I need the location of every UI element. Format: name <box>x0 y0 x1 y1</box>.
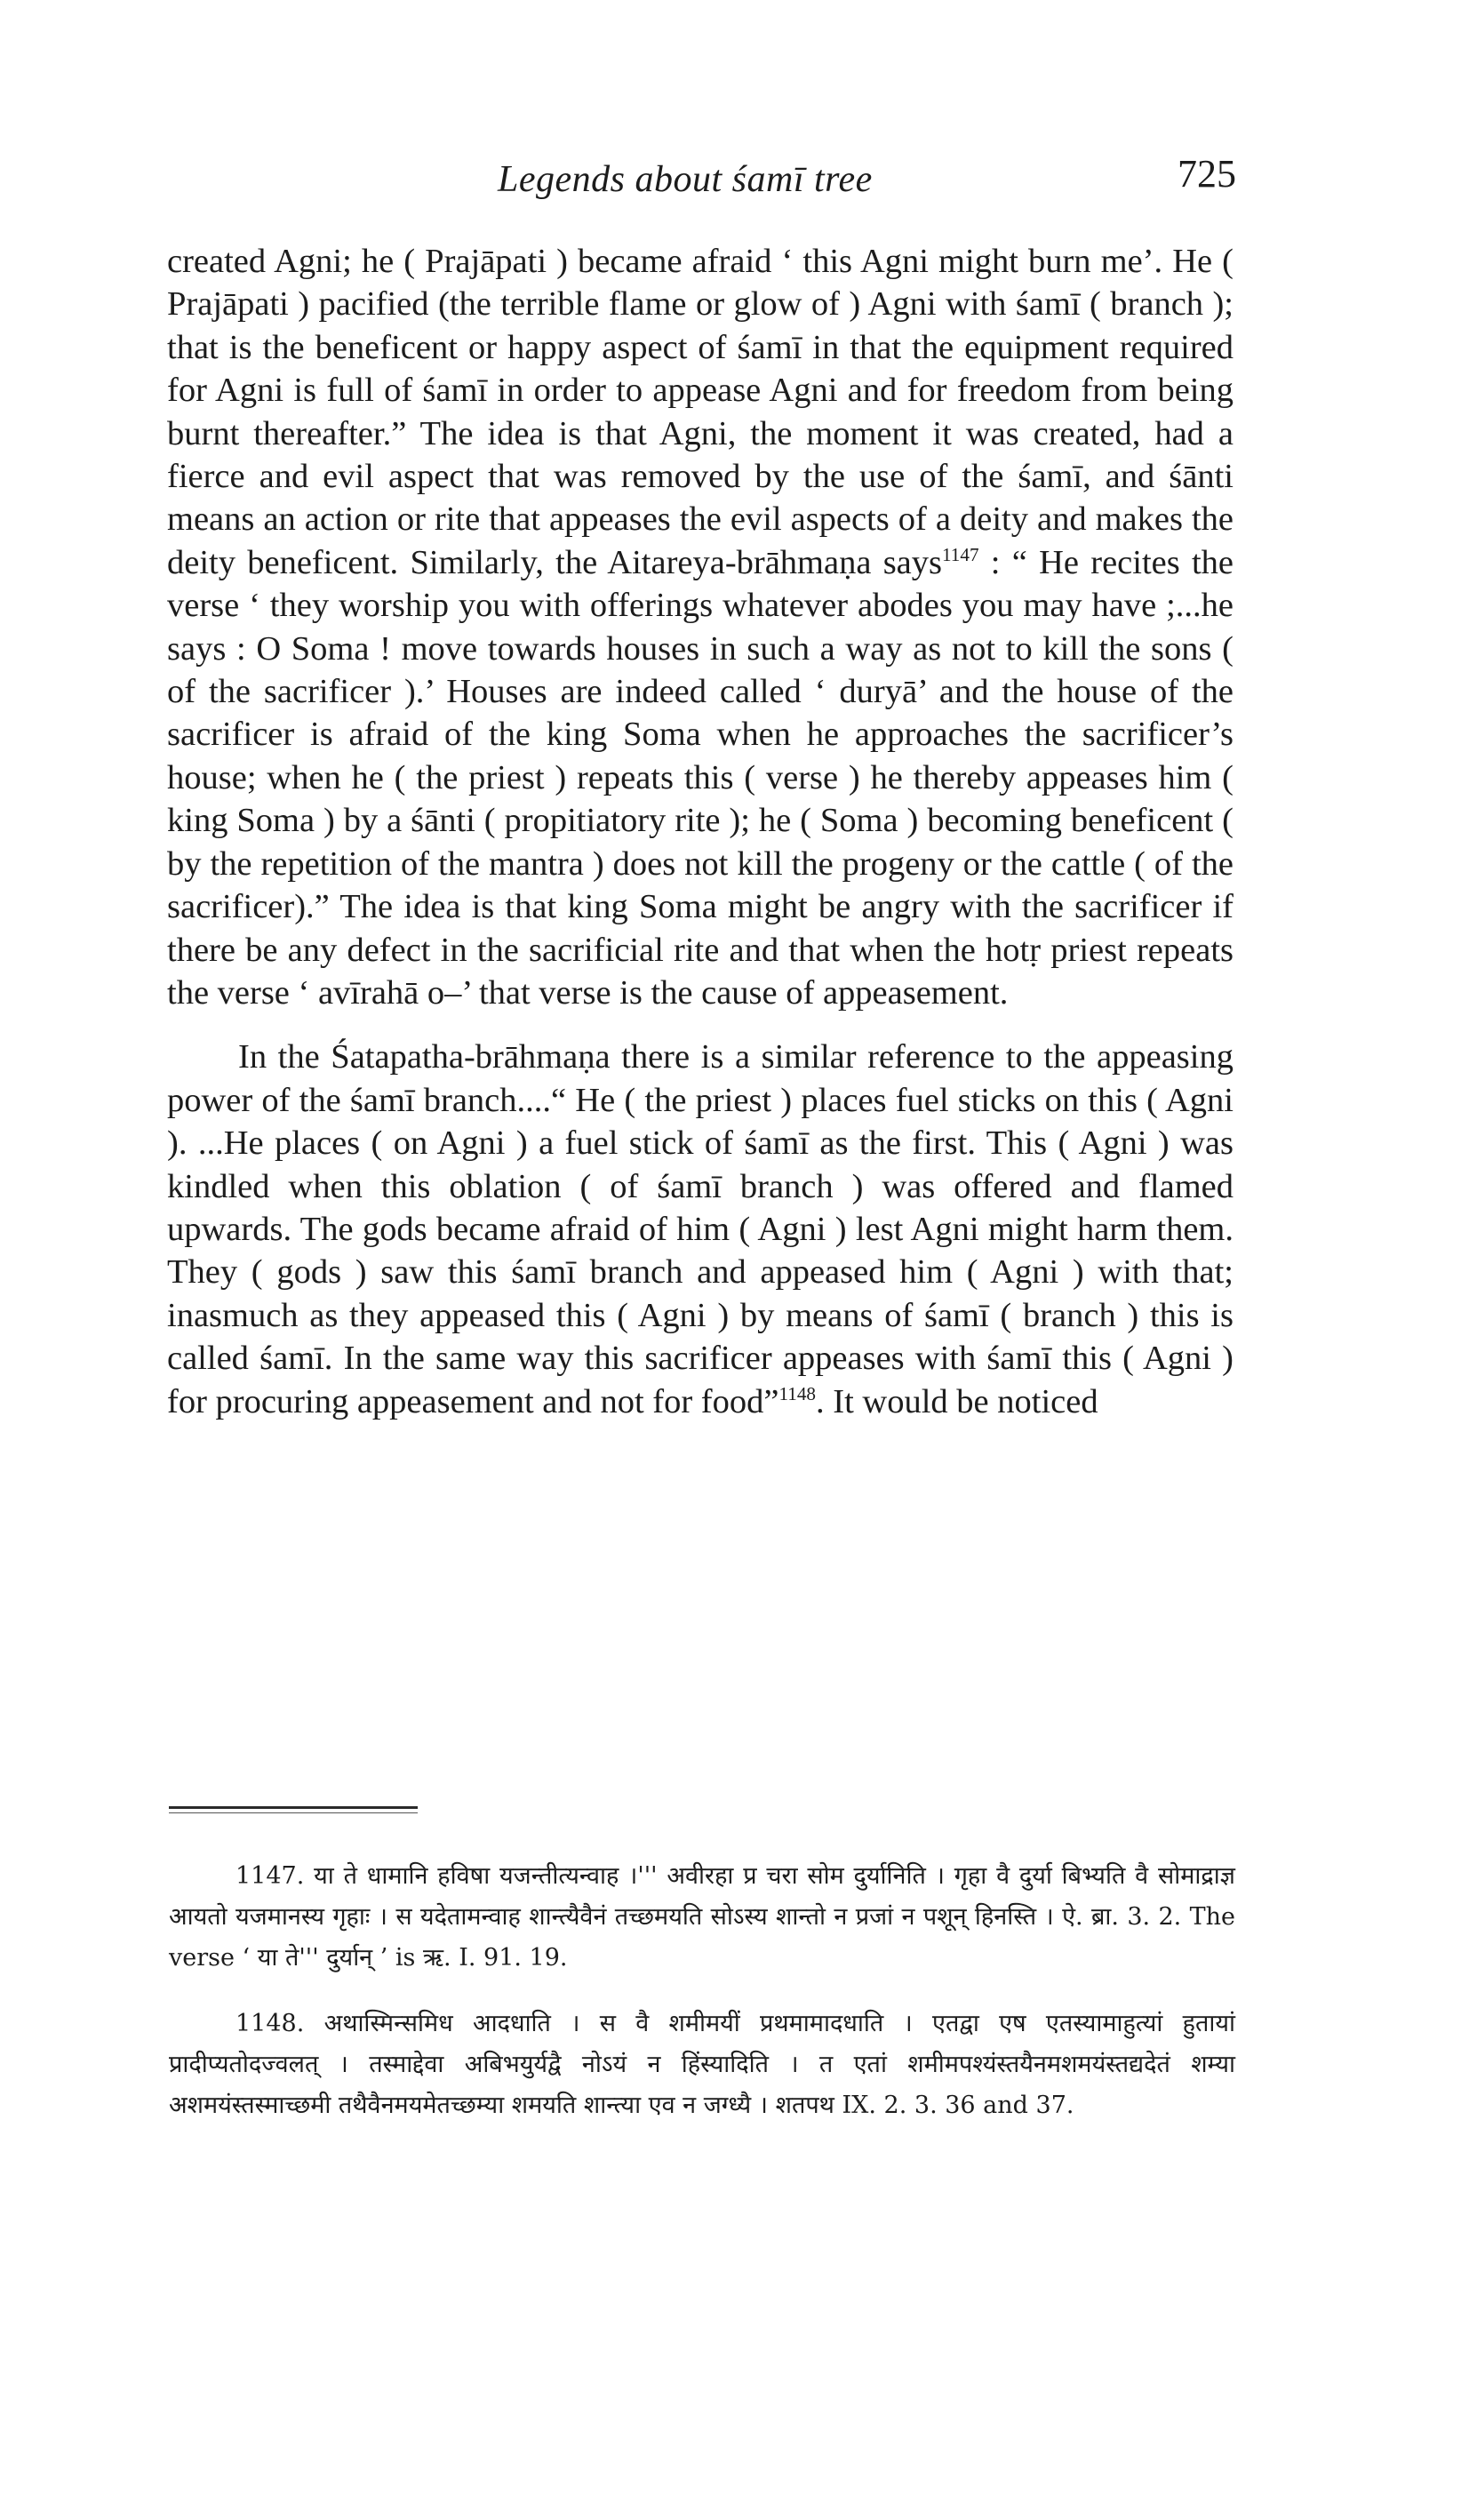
paragraph-text: In the Śatapatha-brāhmaṇa there is a similar reference to the appeasing power of the śamī branch....“ He ( the priest ) places fuel sticks on this ( Agni ). ...He places ( on Agni ) a fuel stick of śamī as the first. This ( Agni ) was kindled when this oblation ( of śamī branch ) was offered and flamed upwards. The gods became afraid of him ( Agni ) lest Agni might harm them. They ( gods ) saw this śamī branch and appeased him ( Agni ) with that; inasmuch as they appeased this ( Agni ) by means of śamī ( branch ) this is called śamī. In the same way this sacrificer appeases with śamī this ( Agni ) for procuring appeasement and not for food” <box>167 1038 1233 1420</box>
paragraph-text: created Agni; he ( Prajāpati ) became afraid ‘ this Agni might burn me’. He ( Prajāpati ) pacified (the terrible flame or glow of ) Agni with śamī ( branch ); that is the beneficent or happy aspect of śamī in that the equipment required for Agni is full of śamī in order to appease Agni and for freedom from being burnt thereafter.” The idea is that Agni, the moment it was created, had a fierce and evil aspect that was removed by the use of the śamī, and śānti means an action or rite that appeases the evil aspects of a deity and makes the deity beneficent. Similarly, the Aitareya-brāhmaṇa says <box>167 243 1233 581</box>
footnote-ref: 1147 <box>942 544 979 566</box>
footnote-1147 <box>169 1856 1235 1979</box>
footnote-separator <box>169 1806 418 1809</box>
footnote-1148 <box>169 2004 1235 2126</box>
running-title: Legends about śamī tree <box>498 159 873 200</box>
page-number: 725 <box>1178 152 1236 196</box>
footnote-number: 1147. <box>236 1862 305 1890</box>
footnote-text: या ते धामानि हविषा यजन्तीत्यन्वाह ।''' अवीरहा प्र चरा सोम दुर्यानिति । गृहा वै दुर्या बिभ्यति वै सोमाद्राज्ञ आयतो यजमानस्य गृहाः । स यदेतामन्वाह शान्त्यैवैनं तच्छमयति सोऽस्य शान्तो न प्रजां न पशून् हिनस्ति । ऐ. ब्रा. 3. 2. The verse ‘ या ते''' दुर्यान् ’ is ऋ. I. 91. 19. <box>169 1862 1235 1972</box>
paragraph-satapatha <box>167 1036 1233 1423</box>
paragraph-aitareya <box>167 240 1233 1014</box>
footnote-ref: 1148 <box>778 1382 817 1404</box>
running-head <box>0 152 1469 212</box>
body-text <box>167 240 1233 1423</box>
paragraph-text: : “ He recites the verse ‘ they worship you with offerings whatever abodes you may have ;...he says : O Soma ! move towards houses in such a way as not to kill the sons ( of the sacrificer ).’ Houses are indeed called ‘ duryā’ and the house of the sacrificer is afraid of the king Soma when he approaches the sacrificer’s house; when he ( the priest ) repeats this ( verse ) he thereby appeases him ( king Soma ) by a śānti ( propitiatory rite ); he ( Soma ) becoming beneficent ( by the repetition of the mantra ) does not kill the progeny or the cattle ( of the sacrificer).” The idea is that king Soma might be angry with the sacrificer if there be any defect in the sacrificial rite and that when the hotṛ priest repeats the verse ‘ avīrahā o–’ that verse is the cause of appeasement. <box>167 543 1234 1012</box>
footnotes <box>169 1856 1235 2126</box>
paragraph-text: . It would be noticed <box>816 1382 1098 1420</box>
footnote-text: अथास्मिन्समिध आदधाति । स वै शमीमयीं प्रथमामादधाति । एतद्वा एष एतस्यामाहुत्यां हुतायां प्रादीप्यतोदज्वलत् । तस्माद्देवा अबिभयुर्यद्वै नोऽयं न हिंस्यादिति । त एतां शमीमपश्यंस्तयैनमशमयंस्तद्यदेतं शम्या अशमयंस्तस्माच्छमी तथैवैनमयमेतच्छम्या शमयति शान्त्या एव न जग्ध्यै । शतपथ IX. 2. 3. 36 and 37. <box>169 2010 1235 2119</box>
footnote-number: 1148. <box>236 2010 305 2037</box>
